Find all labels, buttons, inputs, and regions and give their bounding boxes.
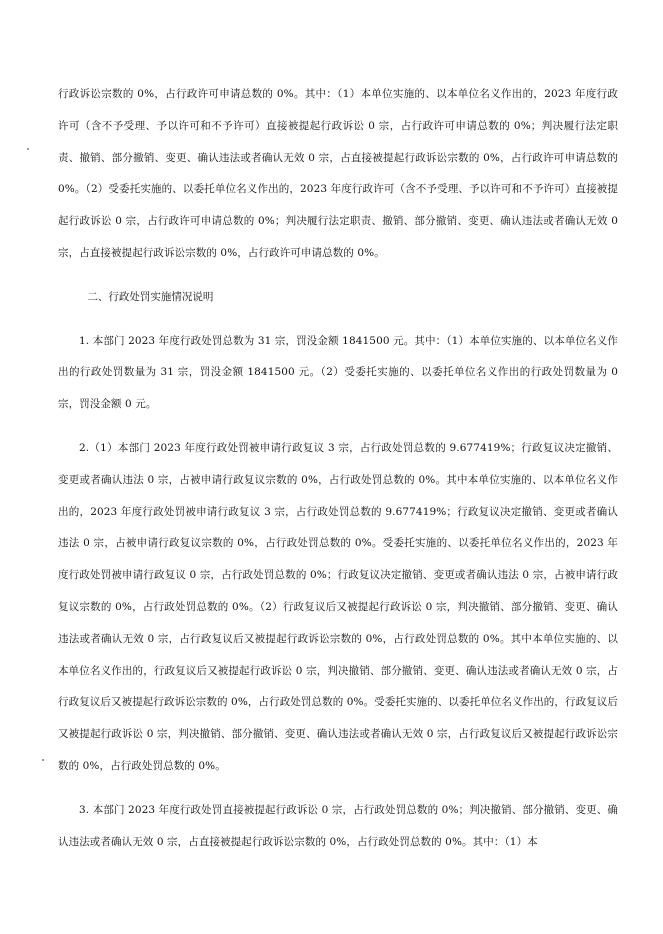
paragraph-penalty-total: 1. 本部门 2023 年度行政处罚总数为 31 宗，罚没金额 1841500 元。其中：（1）本单位实施的、以本单位名义作出的行政处罚数量为 31 宗，罚没金额 1841500 元。（2）受委托实施的、以委托单位名义作出的行政处罚数量为 0 宗，罚没金额 0 元。 — [58, 334, 618, 411]
document-body — [58, 79, 618, 870]
paragraph-penalty-litigation: 3. 本部门 2023 年度行政处罚直接被提起行政诉讼 0 宗，占行政处罚总数的 0%；判决撤销、部分撤销、变更、确认违法或者确认无效 0 宗，占直接被提起行政诉讼宗数的 0%，占行政处罚总数的 0%。其中：（1）本 — [58, 803, 618, 848]
scan-speck — [27, 148, 29, 150]
paragraph-penalty-review: 2.（1）本部门 2023 年度行政处罚被申请行政复议 3 宗，占行政处罚总数的 9.677419%；行政复议决定撤销、变更或者确认违法 0 宗，占被申请行政复议宗数的 0%，占行政处罚总数的 0%。其中本单位实施的、以本单位名义作出的，2023 年度行政处罚被申请行政复议 3 宗，占行政处罚总数的 9.677419%；行政复议决定撤销、变更或者确认违法 0 宗，占被申请行政复议宗数的 0%，占行政处罚总数的 0%。受委托实施的、以委托单位名义作出的，2023 年度行政处罚被申请行政复议 0 宗，占行政处罚总数的 0%；行政复议决定撤销、变更或者确认违法 0 宗，占被申请行政复议宗数的 0%，占行政处罚总数的 0%。（2）行政复议后又被提起行政诉讼 0 宗，判决撤销、部分撤销、变更、确认违法或者确认无效 0 宗，占行政复议后又被提起行政诉讼宗数的 0%，占行政处罚总数的 0%。其中本单位实施的、以本单位名义作出的，行政复议后又被提起行政诉讼 0 宗，判决撤销、部分撤销、变更、确认违法或者确认无效 0 宗，占行政复议后又被提起行政诉讼宗数的 0%，占行政处罚总数的 0%。受委托实施的、以委托单位名义作出的，行政复议后又被提起行政诉讼 0 宗，判决撤销、部分撤销、变更、确认违法或者确认无效 0 宗，占行政复议后又被提起行政诉讼宗数的 0%，占行政处罚总数的 0%。 — [58, 441, 618, 772]
paragraph-admin-license-litigation: 行政诉讼宗数的 0%，占行政许可申请总数的 0%。其中：（1）本单位实施的、以本单位名义作出的，2023 年度行政许可（含不予受理、予以许可和不予许可）直接被提起行政诉讼 0 宗，占行政许可申请总数的 0%；判决履行法定职责、撤销、部分撤销、变更、确认违法或者确认无效 0 宗，占直接被提起行政诉讼宗数的 0%，占行政许可申请总数的 0%。（2）受委托实施的、以委托单位名义作出的，2023 年度行政许可（含不予受理、予以许可和不予许可）直接被提起行政诉讼 0 宗，占行政许可申请总数的 0%；判决履行法定职责、撤销、部分撤销、变更、确认违法或者确认无效 0 宗，占直接被提起行政诉讼宗数的 0%，占行政许可申请总数的 0%。 — [58, 88, 618, 259]
scan-speck — [42, 759, 44, 761]
section-heading-admin-penalty: 二、行政处罚实施情况说明 — [87, 290, 214, 303]
